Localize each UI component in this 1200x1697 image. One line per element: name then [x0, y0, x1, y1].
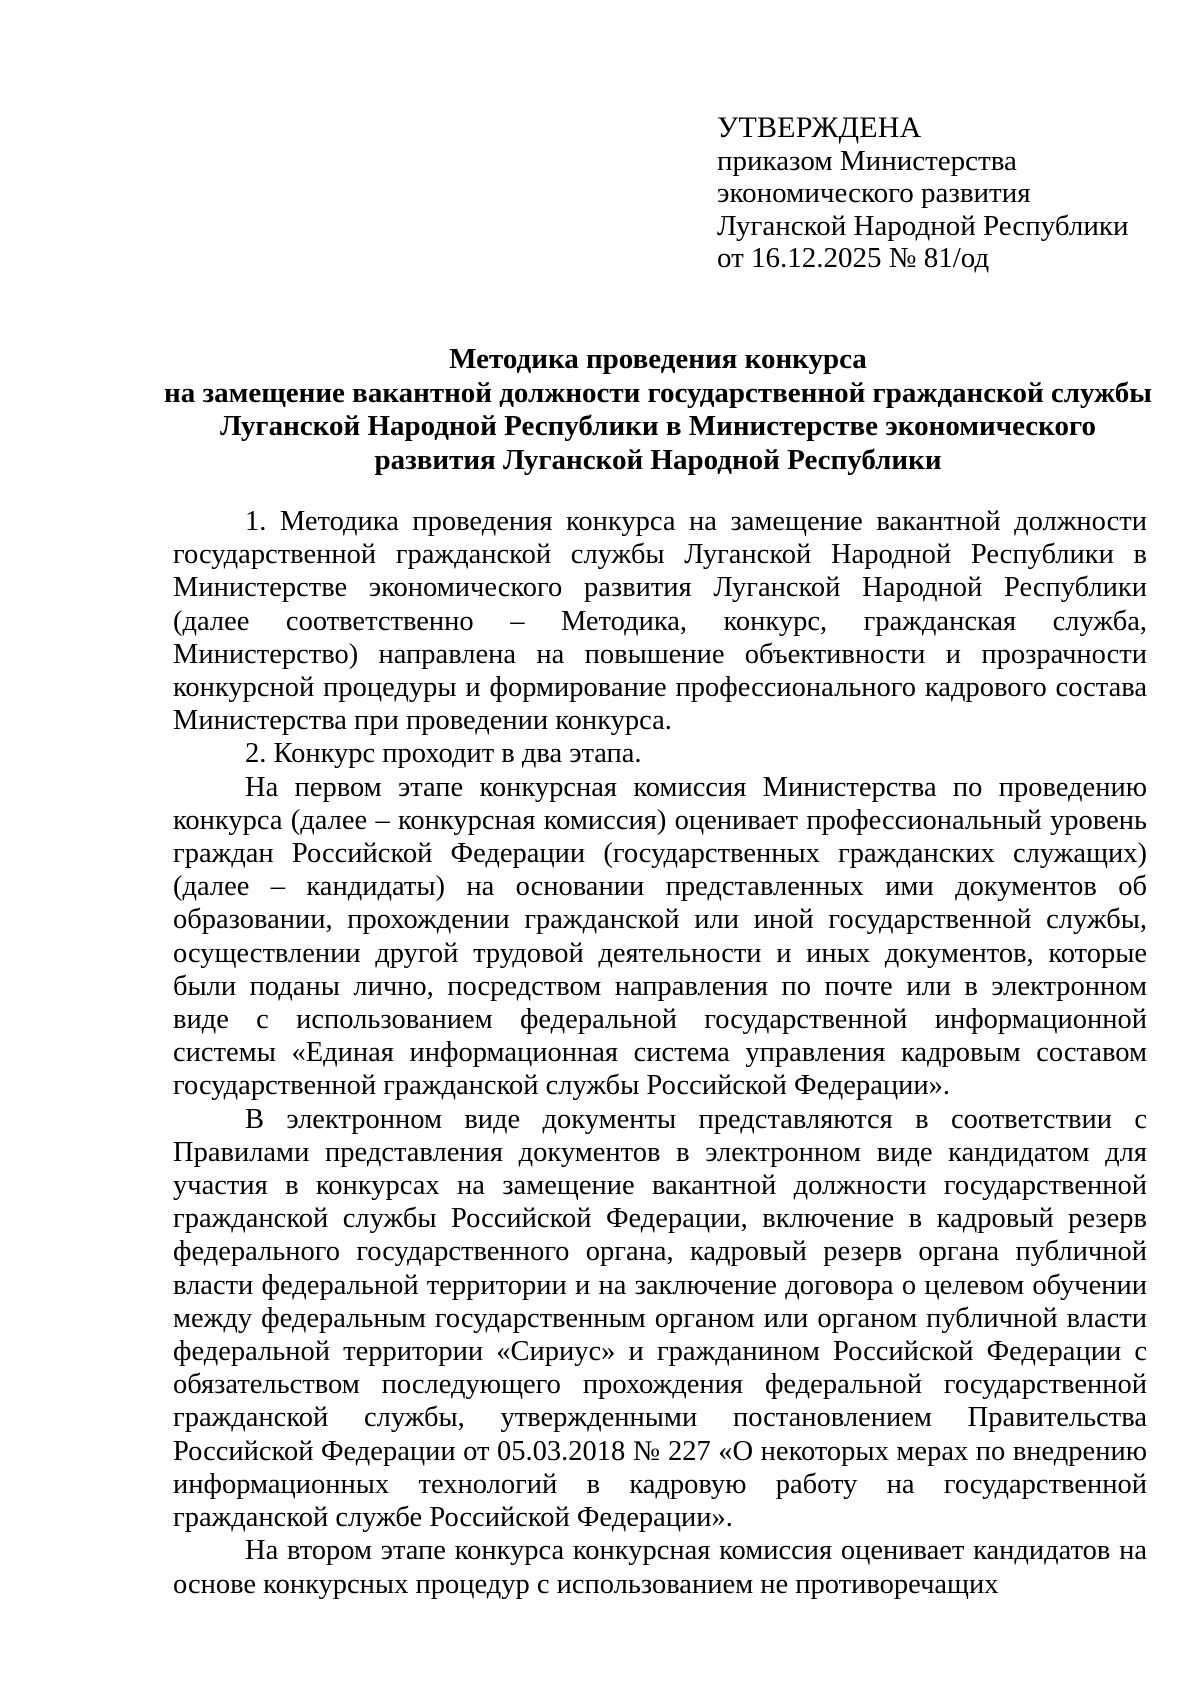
title-line-2: на замещение вакантной должности государственной гражданской службы	[164, 376, 1152, 409]
approval-stamp: УТВЕРЖДЕНА	[717, 111, 922, 144]
paragraph-1: 1. Методика проведения конкурса на замещение вакантной должности государственной гражданской службы Луганской Народной Республики в Министерстве экономического развития Луганской Народной Республики (далее соответственно – Методика, конкурс, гражданская служба, Министерство) направлена на повышение объективности и прозрачности конкурсной процедуры и формирование профессионального кадрового состава Министерства при проведении конкурса.	[173, 506, 1147, 737]
title-line-3: Луганской Народной Республики в Министерстве экономического	[220, 410, 1096, 442]
paragraph-2: 2. Конкурс проходит в два этапа.	[245, 738, 642, 770]
approval-line-1: приказом Министерства	[717, 144, 1017, 177]
approval-block	[717, 112, 1177, 275]
approval-line-2: экономического развития	[717, 177, 1031, 209]
document-title	[100, 343, 1200, 477]
title-line-1: Методика проведения конкурса	[449, 343, 867, 375]
document-body	[173, 505, 1147, 1601]
paragraph-3: На первом этапе конкурсная комиссия Министерства по проведению конкурса (далее – конкурсная комиссия) оценивает профессиональный уровень граждан Российской Федерации (государственных гражданских служащих) (далее – кандидаты) на основании представленных ими документов об образовании, прохождении гражданской или иной государственной службы, осуществлении другой трудовой деятельности и иных документов, которые были поданы лично, посредством направления по почте или в электронном виде с использованием федеральной государственной информационной системы «Единая информационная система управления кадровым составом государственной гражданской службы Российской Федерации».	[173, 771, 1147, 1102]
approval-line-4: от 16.12.2025 № 81/од	[717, 242, 990, 274]
paragraph-5: На втором этапе конкурса конкурсная комиссия оценивает кандидатов на основе конкурсных процедур с использованием не противоречащих	[173, 1535, 1147, 1600]
paragraph-4: В электронном виде документы представляются в соответствии с Правилами представления документов в электронном виде кандидатом для участия в конкурсах на замещение вакантной должности государственной гражданской службы Российской Федерации, включение в кадровый резерв федерального государственного органа, кадровый резерв органа публичной власти федеральной территории и на заключение договора о целевом обучении между федеральным государственным органом или органом публичной власти федеральной территории «Сириус» и гражданином Российской Федерации с обязательством последующего прохождения федеральной государственной гражданской службы, утвержденными постановлением Правительства Российской Федерации от 05.03.2018 № 227 «О некоторых мерах по внедрению информационных технологий в кадровую работу на государственной гражданской службе Российской Федерации».	[173, 1103, 1147, 1534]
title-line-4: развития Луганской Народной Республики	[374, 443, 942, 476]
approval-line-3: Луганской Народной Республики	[717, 209, 1129, 242]
